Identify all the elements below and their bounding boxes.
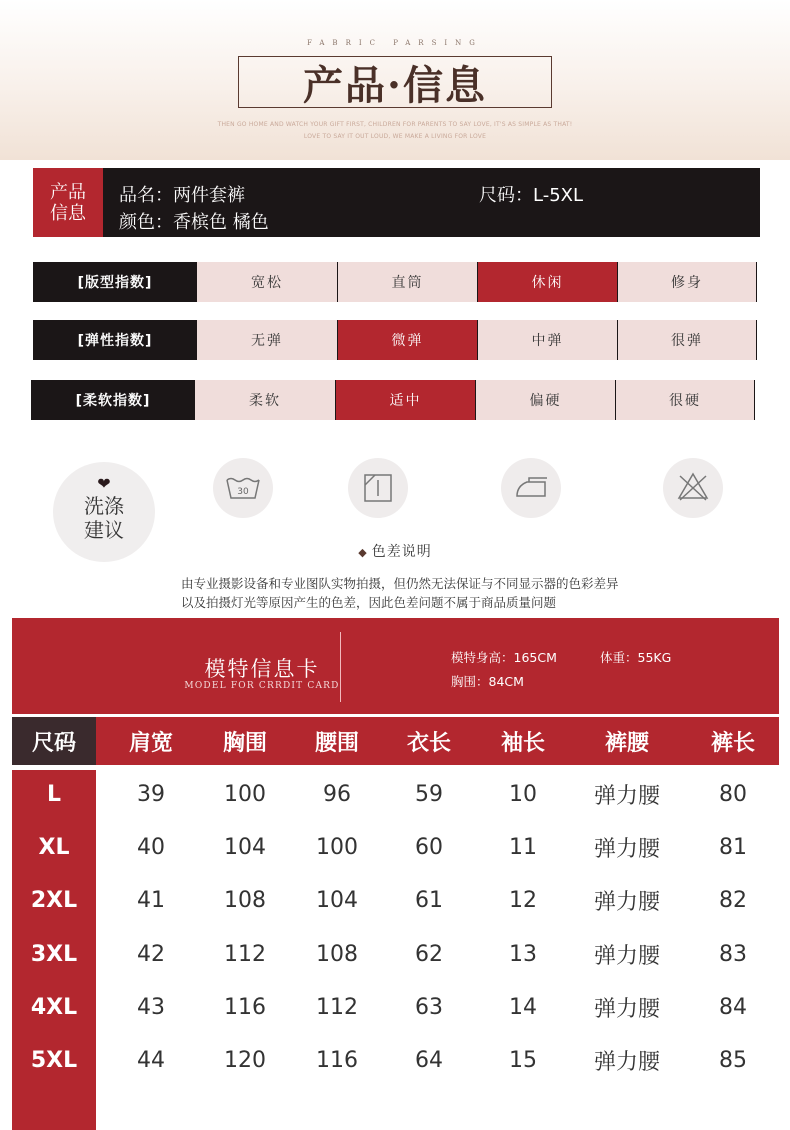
cell-bust: 120 [224, 1048, 266, 1073]
cell-size: 5XL [30, 1048, 78, 1073]
header-bust: 胸围 [222, 730, 267, 756]
elasticity-option: 中弹 [477, 320, 617, 360]
cell-waist: 96 [323, 782, 351, 807]
fit-option: 宽松 [197, 262, 337, 302]
wash-30-icon [213, 458, 273, 518]
cell-waist: 112 [316, 994, 358, 1020]
product-size-range: 尺码：L-5XL [479, 185, 584, 206]
cell-length: 63 [415, 994, 443, 1020]
cell-shoulder: 44 [137, 1048, 165, 1073]
iron-icon [501, 458, 561, 518]
model-height: 模特身高：165CM [451, 650, 557, 665]
cell-shoulder: 41 [137, 888, 165, 914]
elasticity-index-label: [弹性指数] [33, 320, 197, 360]
cell-bust: 104 [224, 835, 266, 861]
cell-shoulder: 40 [137, 835, 165, 861]
cell-pants-waist: 弹力腰 [593, 890, 660, 916]
cell-pants-length: 81 [719, 835, 747, 861]
softness-option-selected: 适中 [335, 380, 475, 420]
cell-bust: 116 [224, 994, 266, 1020]
cell-sleeve: 10 [509, 782, 537, 807]
heart-icon: ❤ [97, 474, 111, 493]
product-info-tag: 产品信息 [33, 168, 103, 237]
header-pants-length: 裤长 [710, 730, 755, 756]
cell-pants-length: 80 [719, 782, 747, 807]
color-diff-line-1: 由专业摄影设备和专业图队实物拍摄，但仍然无法保证与不同显示器的色彩差异 [181, 576, 619, 591]
softness-option: 很硬 [615, 380, 755, 420]
table-row [12, 981, 779, 1034]
cell-size: 3XL [30, 941, 78, 967]
diamond-icon: ◆ [358, 546, 368, 559]
header-waist: 腰围 [314, 730, 359, 756]
cell-size: L [46, 782, 62, 807]
cell-size: 2XL [30, 888, 78, 914]
fit-index-label: [版型指数] [33, 262, 197, 302]
header-size: 尺码 [12, 717, 96, 765]
fit-index-row [33, 262, 758, 302]
cell-length: 60 [415, 835, 443, 861]
cell-sleeve: 13 [509, 941, 537, 967]
elasticity-index-row [33, 320, 758, 360]
color-diff-line-2: 以及拍摄灯光等原因产生的色差，因此色差问题不属于商品质量问题 [181, 595, 557, 610]
cell-bust: 100 [224, 782, 266, 807]
cell-length: 59 [415, 782, 443, 807]
cell-waist: 108 [316, 941, 358, 967]
cell-size: XL [38, 835, 70, 861]
cell-waist: 100 [316, 835, 358, 861]
softness-option: 偏硬 [475, 380, 615, 420]
cell-pants-length: 85 [719, 1048, 747, 1073]
page-title-box [238, 56, 552, 108]
header-shoulder: 肩宽 [128, 730, 173, 756]
fit-option: 直筒 [337, 262, 477, 302]
table-row [12, 821, 779, 874]
fit-option: 修身 [617, 262, 757, 302]
product-color: 颜色：香槟色 橘色 [119, 212, 269, 233]
cell-pants-length: 84 [719, 994, 747, 1020]
model-info-card [12, 618, 779, 714]
table-row [12, 928, 779, 981]
product-name: 品名：两件套裤 [119, 185, 245, 206]
product-info-panel [33, 168, 760, 237]
cell-waist: 104 [316, 888, 358, 914]
color-diff-title: ◆ 色差说明 [358, 544, 432, 560]
table-row [12, 1034, 779, 1087]
cell-shoulder: 39 [137, 782, 165, 807]
model-weight: 体重：55KG [600, 650, 672, 665]
cell-waist: 116 [316, 1048, 358, 1073]
cell-sleeve: 14 [509, 994, 537, 1020]
cell-length: 62 [415, 941, 443, 967]
cell-length: 61 [415, 888, 443, 914]
elasticity-option-selected: 微弹 [337, 320, 477, 360]
cell-size: 4XL [30, 994, 78, 1020]
model-bust: 胸围：84CM [451, 674, 524, 689]
model-card-title: 模特信息卡 [204, 657, 320, 681]
cell-sleeve: 11 [509, 835, 537, 861]
no-bleach-icon [663, 458, 723, 518]
cell-sleeve: 12 [509, 888, 537, 914]
cell-pants-waist: 弹力腰 [593, 837, 660, 863]
cell-pants-waist: 弹力腰 [593, 996, 660, 1022]
cell-bust: 112 [224, 941, 266, 967]
hang-dry-icon [348, 458, 408, 518]
cell-bust: 108 [224, 888, 266, 914]
cell-pants-waist: 弹力腰 [593, 784, 660, 809]
softness-option: 柔软 [195, 380, 335, 420]
header-sleeve: 袖长 [500, 730, 545, 756]
cell-shoulder: 42 [137, 941, 165, 967]
softness-index-label: [柔软指数] [31, 380, 195, 420]
table-row [12, 874, 779, 927]
cell-pants-waist: 弹力腰 [593, 1050, 660, 1075]
fabric-parsing-label: FABRIC PARSING [307, 39, 483, 47]
tagline-line-1: THEN GO HOME AND WATCH YOUR GIFT FIRST, CHILDREN FOR PARENTS TO SAY LOVE, IT'S AS SIMPLE AS THAT! [217, 121, 573, 128]
fit-option-selected: 休闲 [477, 262, 617, 302]
cell-length: 64 [415, 1048, 443, 1073]
header [0, 0, 790, 160]
cell-sleeve: 15 [509, 1048, 537, 1073]
wash-advice-title: 洗涤建议 [84, 494, 124, 542]
elasticity-option: 很弹 [617, 320, 757, 360]
softness-index-row [31, 380, 756, 420]
cell-pants-length: 83 [719, 941, 747, 967]
cell-shoulder: 43 [137, 994, 165, 1020]
elasticity-option: 无弹 [197, 320, 337, 360]
tagline-line-2: LOVE TO SAY IT OUT LOUD, WE MAKE A LIVING FOR LOVE [303, 133, 487, 140]
wash-temperature: 30 [237, 487, 249, 497]
header-length: 衣长 [406, 730, 451, 756]
cell-pants-length: 82 [719, 888, 747, 914]
page-title: 产品·信息 [303, 61, 487, 109]
model-card-subtitle: MODEL FOR CRRDIT CARD [184, 681, 340, 691]
header-pants-waist: 裤腰 [604, 730, 649, 756]
cell-pants-waist: 弹力腰 [593, 943, 660, 969]
size-table-header [12, 717, 779, 765]
table-row [12, 768, 779, 821]
model-card-divider [340, 632, 341, 702]
